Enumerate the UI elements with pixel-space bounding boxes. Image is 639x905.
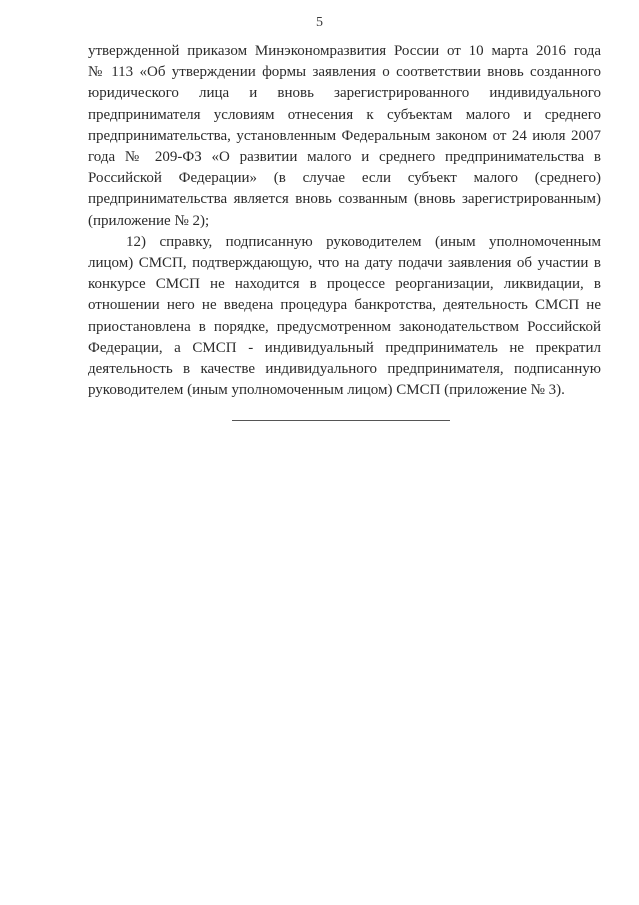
text-line: деятельность в качестве индивидуального предпринимателя, подписанную xyxy=(88,361,601,378)
text-line: предпринимателя условиям отнесения к субъектам малого и среднего xyxy=(88,106,601,123)
page-number: 5 xyxy=(316,15,323,30)
text-line: лицом) СМСП, подтверждающую, что на дату подачи заявления об участии в xyxy=(88,255,601,272)
paragraph-item-12 xyxy=(88,232,601,402)
text-line: утвержденной приказом Минэкономразвития России от 10 марта 2016 года xyxy=(88,43,601,59)
text-line: руководителем (иным уполномоченным лицом) СМСП (приложение № 3). xyxy=(88,382,565,399)
text-line: юридического лица и вновь зарегистрированного индивидуального xyxy=(88,85,601,102)
text-line: Российской Федерации» (в случае если субъект малого (среднего) xyxy=(88,170,601,187)
text-line: 12) справку, подписанную руководителем (иным уполномоченным xyxy=(126,233,601,250)
text-line: года № 209-ФЗ «О развитии малого и среднего предпринимательства в xyxy=(88,149,601,166)
text-line: предпринимательства, установленным Федеральным законом от 24 июля 2007 xyxy=(88,127,601,144)
text-line: конкурсе СМСП не находится в процессе реорганизации, ликвидации, в xyxy=(88,276,601,293)
end-separator-line xyxy=(232,420,450,421)
text-line: приостановлена в порядке, предусмотренном законодательством Российской xyxy=(88,318,601,335)
document-body xyxy=(88,41,601,401)
text-line: отношении него не введена процедура банкротства, деятельность СМСП не xyxy=(88,297,601,314)
text-line: № 113 «Об утверждении формы заявления о соответствии вновь созданного xyxy=(88,64,601,81)
paragraph-requisites-continuation xyxy=(88,41,601,232)
text-line: (приложение № 2); xyxy=(88,212,210,229)
text-line: предпринимательства является вновь созванным (вновь зарегистрированным) xyxy=(88,191,601,208)
text-line: Федерации, а СМСП - индивидуальный предприниматель не прекратил xyxy=(88,339,601,356)
